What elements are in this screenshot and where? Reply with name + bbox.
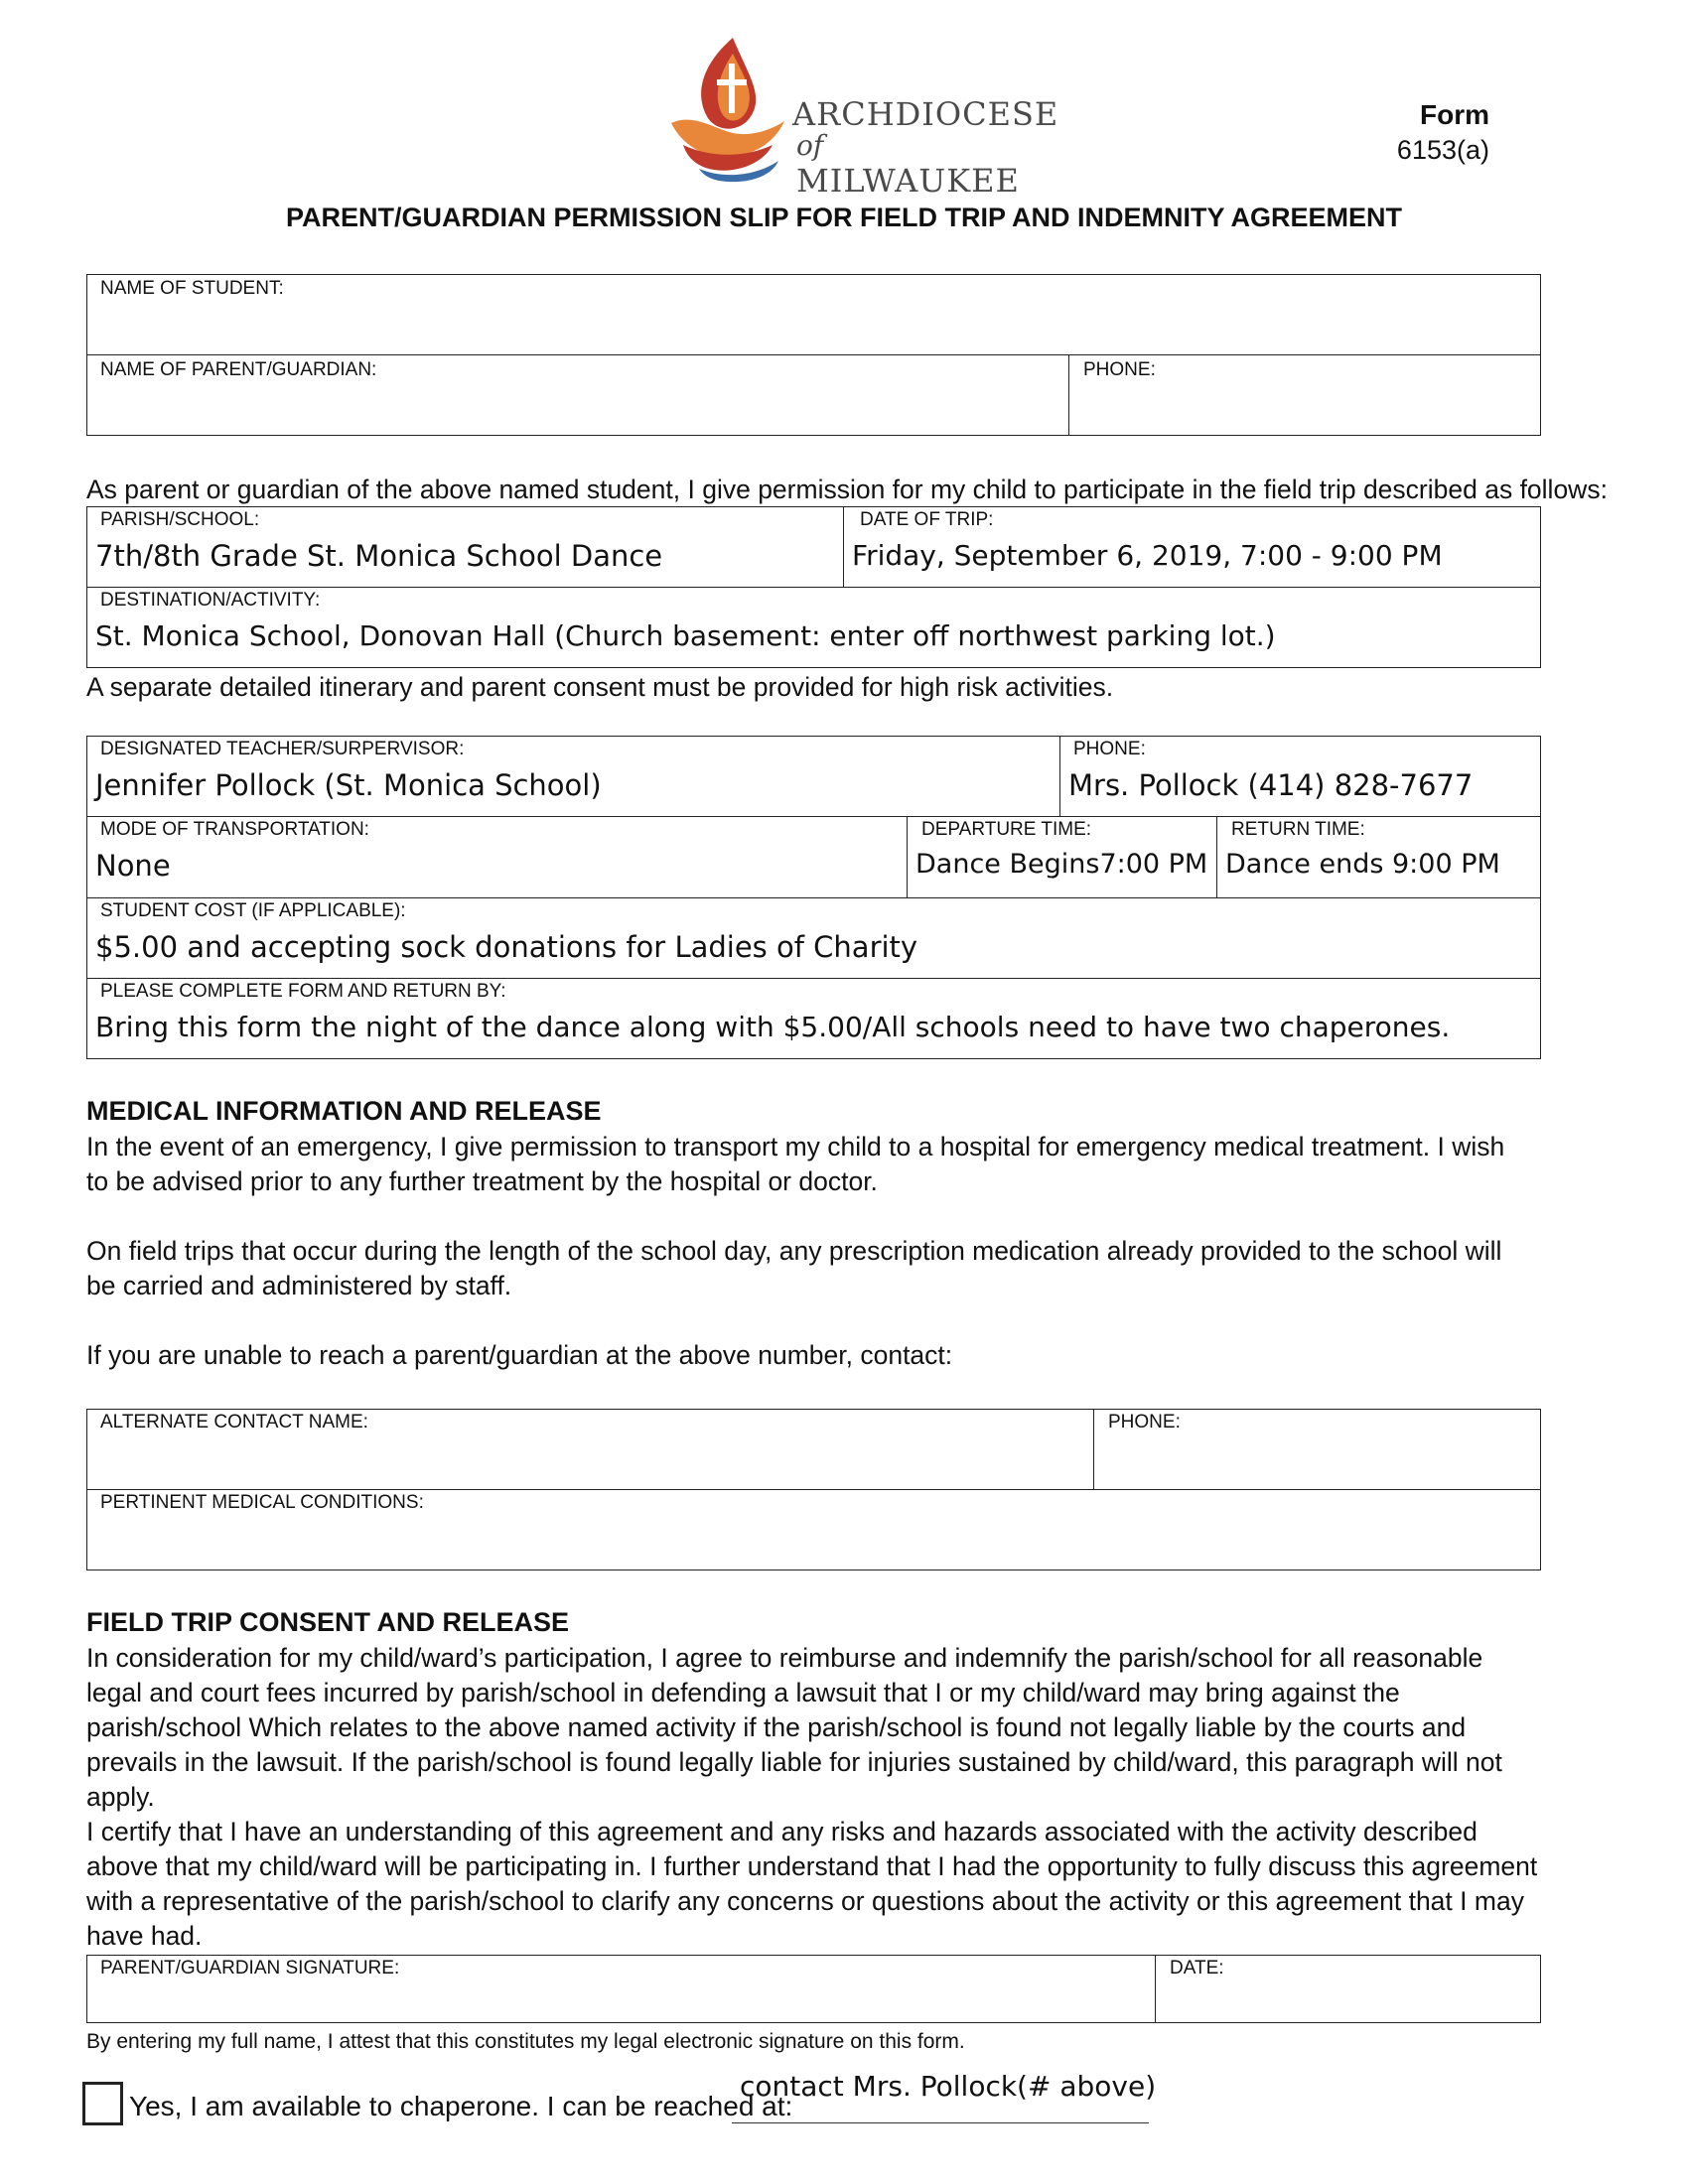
form-number: 6153(a) [1396,135,1489,165]
teacher-value[interactable]: Jennifer Pollock (St. Monica School) [95,768,602,802]
form-label: Form [1420,99,1489,130]
chaperone-label: Yes, I am available to chaperone. I can be reached at: [129,2091,793,2121]
student-name-label: NAME OF STUDENT: [100,278,284,299]
return-time-label: RETURN TIME: [1231,819,1365,840]
medical-paragraph-2: On field trips that occur during the length of the school day, any prescription medication already provided to the school will be carried and administered by staff. [86,1236,1502,1300]
cost-value[interactable]: $5.00 and accepting sock donations for Ladies of Charity [95,930,918,964]
divider [1059,736,1060,816]
divider [86,816,1541,817]
departure-value[interactable]: Dance Begins7:00 PM [915,849,1208,880]
teacher-phone-value[interactable]: Mrs. Pollock (414) 828-7677 [1068,768,1474,802]
dove-flame-icon [663,34,792,183]
medical-heading: MEDICAL INFORMATION AND RELEASE [86,1096,602,1126]
chaperone-contact-underline [732,2122,1149,2123]
page-title: PARENT/GUARDIAN PERMISSION SLIP FOR FIELD TRIP AND INDEMNITY AGREEMENT [285,203,1403,232]
divider [86,1489,1541,1490]
student-name-field[interactable] [100,308,1530,347]
destination-label: DESTINATION/ACTIVITY: [100,590,321,611]
teacher-phone-label: PHONE: [1073,739,1146,759]
alt-contact-label: ALTERNATE CONTACT NAME: [100,1412,368,1433]
transport-value[interactable]: None [95,849,171,883]
archdiocese-logo [663,34,1059,200]
parent-name-field[interactable] [100,389,1054,429]
parent-phone-label: PHONE: [1083,359,1156,380]
consent-heading: FIELD TRIP CONSENT AND RELEASE [86,1607,570,1637]
return-by-value[interactable]: Bring this form the night of the dance along with $5.00/All schools need to have two chaperones. [95,1011,1451,1043]
alt-phone-label: PHONE: [1108,1412,1181,1433]
logo-line-1: ARCHDIOCESE [792,95,1059,133]
logo-city: MILWAUKEE [796,162,1020,200]
divider [86,897,1541,898]
destination-value[interactable]: St. Monica School, Donovan Hall (Church basement: enter off northwest parking lot.) [95,619,1276,652]
logo-of: of [796,129,824,162]
divider [86,354,1541,355]
divider [843,506,844,587]
trip-date-value[interactable]: Friday, September 6, 2019, 7:00 - 9:00 PM [852,539,1443,572]
medical-paragraph-1: In the event of an emergency, I give permission to transport my child to a hospital for emergency medical treatment. I wish to be advised prior to any further treatment by the hospital or doctor. [86,1132,1505,1196]
divider [86,587,1541,588]
cost-label: STUDENT COST (IF APPLICABLE): [100,900,406,921]
chaperone-checkbox[interactable] [82,2082,123,2125]
parish-school-value[interactable]: 7th/8th Grade St. Monica School Dance [95,539,663,573]
medical-paragraph-3: If you are unable to reach a parent/guardian at the above number, contact: [86,1340,953,1370]
chaperone-contact-value[interactable]: contact Mrs. Pollock(# above) [740,2070,1157,2103]
transport-label: MODE OF TRANSPORTATION: [100,819,369,840]
divider [1093,1409,1094,1489]
consent-paragraph-1: In consideration for my child/ward’s participation, I agree to reimburse and indemnify the parish/school for all reasonable legal and court fees incurred by parish/school in defending a lawsuit that I or my child/ward may bring against the parish/school Which relates to the above named activity if the parish/school is found not legally liable by the courts and prevails in the lawsuit. If the parish/school is found legally liable for injuries sustained by child/ward, this paragraph will not apply. [86,1643,1502,1812]
logo-line-2 [796,129,1041,200]
itinerary-note: A separate detailed itinerary and parent consent must be provided for high risk activities. [86,672,1114,702]
attestation-text: By entering my full name, I attest that this constitutes my legal electronic signature on this form. [86,2030,965,2053]
parent-name-label: NAME OF PARENT/GUARDIAN: [100,359,377,380]
departure-label: DEPARTURE TIME: [921,819,1092,840]
permission-statement: As parent or guardian of the above named student, I give permission for my child to participate in the field trip described as follows: [86,475,1608,504]
return-by-label: PLEASE COMPLETE FORM AND RETURN BY: [100,981,506,1002]
medical-conditions-field[interactable] [100,1522,1530,1562]
parent-phone-field[interactable] [1083,389,1530,429]
signature-field[interactable] [100,1983,1143,2019]
divider [907,816,908,897]
alt-phone-field[interactable] [1108,1441,1530,1481]
return-time-value[interactable]: Dance ends 9:00 PM [1225,849,1500,880]
divider [86,978,1541,979]
signature-date-field[interactable] [1170,1983,1527,2019]
alt-contact-field[interactable] [100,1441,1078,1481]
divider [1216,816,1217,897]
signature-date-label: DATE: [1170,1958,1224,1979]
divider [1068,354,1069,436]
parish-school-label: PARISH/SCHOOL: [100,509,260,530]
trip-date-label: DATE OF TRIP: [860,509,994,530]
teacher-label: DESIGNATED TEACHER/SURPERVISOR: [100,739,465,759]
divider [1155,1955,1156,2023]
medical-conditions-label: PERTINENT MEDICAL CONDITIONS: [100,1492,424,1513]
consent-paragraph-2: I certify that I have an understanding of this agreement and any risks and hazards associated with the activity described above that my child/ward will be participating in. I further understand that I had the opportunity to fully discuss this agreement with a representative of the parish/school to clarify any concerns or questions about the activity or this agreement that I may have had. [86,1817,1538,1951]
signature-label: PARENT/GUARDIAN SIGNATURE: [100,1958,400,1979]
